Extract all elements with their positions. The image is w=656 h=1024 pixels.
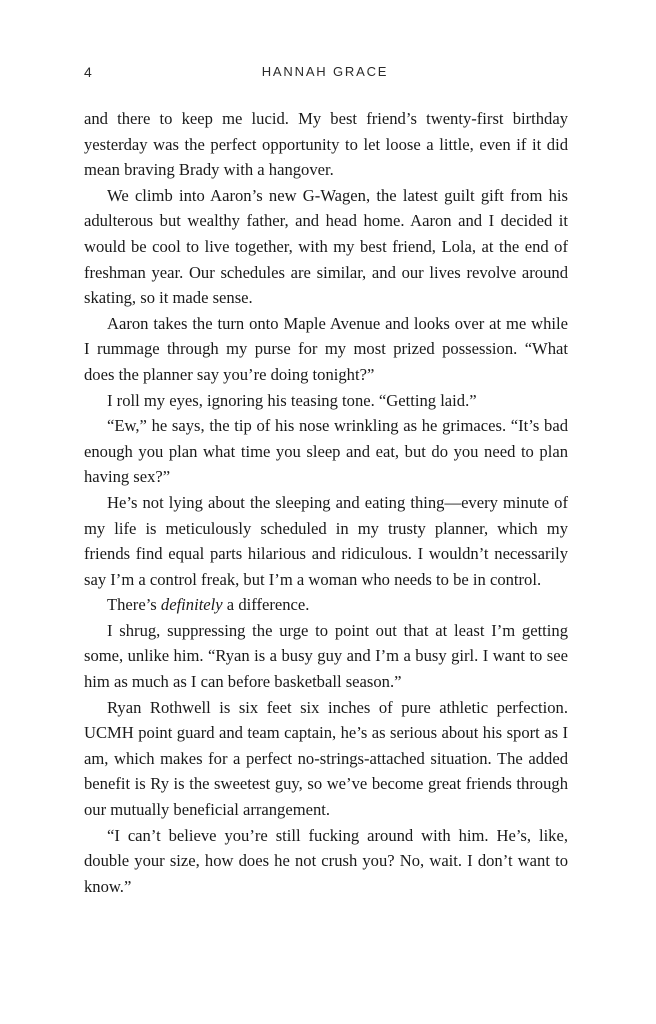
paragraph: “I can’t believe you’re still fucking around with him. He’s, like, double your size, how does he not crush you? No, wait. I don’t want to know.”: [84, 825, 568, 896]
paragraph: “Ew,” he says, the tip of his nose wrinkling as he grimaces. “It’s bad enough you plan what time you sleep and eat, but do you need to plan having sex?”: [84, 416, 568, 487]
paragraph: I shrug, suppressing the urge to point out that at least I’m getting some, unlike him. “Ryan is a busy guy and I’m a busy girl. I want to see him as much as I can before basketball season.”: [84, 620, 568, 692]
running-head: HANNAH GRACE: [261, 64, 389, 79]
paragraph: and there to keep me lucid. My best friend’s twenty-first birthday yesterday was the perfect opportunity to let loose a little, even if it did mean braving Brady with a hangover.: [84, 109, 568, 180]
paragraph: I roll my eyes, ignoring his teasing tone. “Getting laid.”: [107, 390, 477, 410]
paragraph: Aaron takes the turn onto Maple Avenue and looks over at me while I rummage through my purse for my most prized possession. “What does the planner say you’re doing tonight?”: [84, 313, 568, 384]
emphasis-before: There’s: [107, 595, 161, 615]
paragraph: We climb into Aaron’s new G-Wagen, the latest guilt gift from his adulterous but wealthy father, and head home. Aaron and I decided it would be cool to live together, with my best friend, Lola, at the end of freshman year. Our schedules are similar, and our lives revolve around skating, so it made sense.: [84, 185, 568, 308]
page-header: [84, 64, 566, 86]
emphasis-after: a difference.: [222, 595, 310, 615]
page-number: 4: [84, 64, 92, 80]
body-text: [84, 106, 568, 899]
paragraph: Ryan Rothwell is six feet six inches of pure athletic perfection. UCMH point guard and team captain, he’s as serious about his sport as I am, which makes for a perfect no-strings-attached situation. The added benefit is Ry is the sweetest guy, so we’ve become great friends through our mutually beneficial arrangement.: [84, 697, 568, 820]
emphasis-word: definitely: [160, 595, 223, 615]
paragraph: He’s not lying about the sleeping and eating thing—every minute of my life is meticulously scheduled in my trusty planner, which my friends find equal parts hilarious and ridiculous. I wouldn’t necessarily say I’m a control freak, but I’m a woman who needs to be in control.: [84, 492, 568, 589]
paragraph-emphasis: [84, 592, 568, 618]
